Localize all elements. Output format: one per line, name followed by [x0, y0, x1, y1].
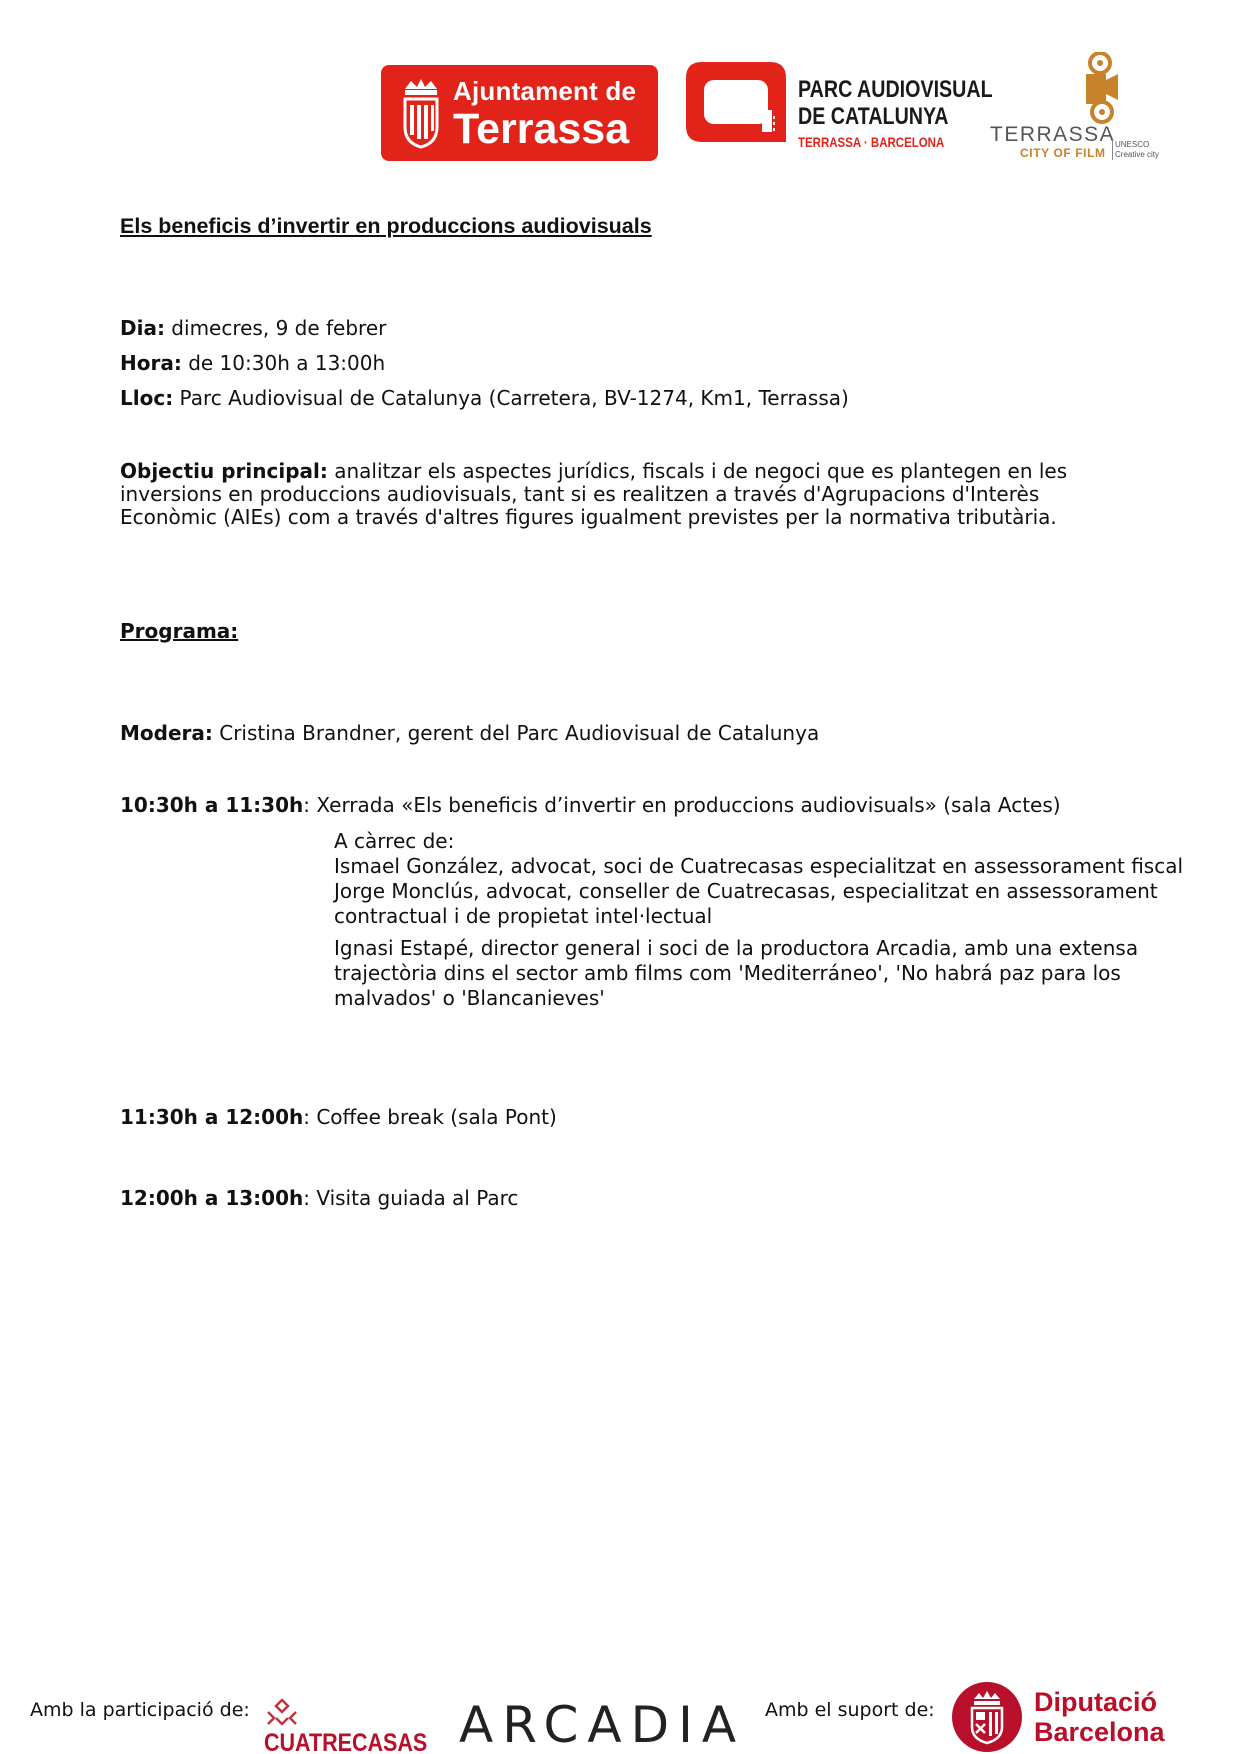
cuatrecasas-mark-icon [262, 1698, 302, 1732]
schedule-time: 11:30h a 12:00h [120, 1105, 304, 1129]
dia-field [120, 316, 386, 340]
speech-bubble-icon [682, 58, 790, 148]
parc-line1: PARC AUDIOVISUAL [798, 76, 993, 103]
objectiu-value: analitzar els aspectes jurídics, fiscals i de negoci que es plantegen en les inversions en produccions audiovisuals, tant si es realitzen a través d'Agrupacions d'Interès Econòmic (AIEs) com a través d'altres figures igualment previstes per la normativa tributària. [120, 459, 1068, 529]
terrassa-film-line1: TERRASSA [990, 123, 1116, 146]
dia-label: Dia: [120, 316, 165, 340]
parc-audiovisual-logo [682, 58, 992, 158]
diputacio-line2: Barcelona [1034, 1717, 1165, 1747]
film-reel-icon [1074, 52, 1124, 124]
schedule-time: 10:30h a 11:30h [120, 793, 304, 817]
modera-label: Modera: [120, 721, 213, 745]
hora-label: Hora: [120, 351, 182, 375]
speakers-list [334, 829, 1194, 1011]
speakers-intro: A càrrec de: [334, 829, 455, 853]
parc-line3: TERRASSA · BARCELONA [798, 134, 945, 150]
programa-heading: Programa: [120, 619, 239, 643]
modera-field [120, 721, 819, 745]
diputacio-seal-icon [950, 1681, 1024, 1753]
terrassa-city-of-film-logo [988, 52, 1163, 160]
suport-label: Amb el suport de: [765, 1699, 935, 1721]
schedule-text: : Coffee break (sala Pont) [303, 1105, 557, 1129]
parc-line2: DE CATALUNYA [798, 103, 949, 130]
schedule-text: : Xerrada «Els beneficis d’invertir en produccions audiovisuals» (sala Actes) [303, 793, 1061, 817]
lloc-value: Parc Audiovisual de Catalunya (Carretera, BV-1274, Km1, Terrassa) [173, 386, 849, 410]
ajuntament-line1: Ajuntament de [453, 76, 637, 106]
objectiu-label: Objectiu principal: [120, 459, 328, 483]
speaker-item: Jorge Monclús, advocat, conseller de Cuatrecasas, especialitzat en assessorament contractual i de propietat intel·lectual [334, 879, 1158, 928]
hora-field [120, 351, 385, 375]
schedule-item-visit [120, 1186, 518, 1210]
schedule-item-coffee [120, 1105, 557, 1129]
ajuntament-line2: Terrassa [453, 105, 630, 153]
cuatrecasas-text: CUATRECASAS [264, 1729, 428, 1754]
schedule-item-talk [120, 793, 1061, 817]
cuatrecasas-logo [262, 1698, 442, 1754]
speaker-item: Ignasi Estapé, director general i soci de la productora Arcadia, amb una extensa trajectòria dins el sector amb films com 'Mediterráneo', 'No habrá paz para los malvados' o 'Blancanieves' [334, 936, 1139, 1010]
schedule-time: 12:00h a 13:00h [120, 1186, 304, 1210]
objectiu-paragraph [120, 460, 1090, 529]
schedule-text: : Visita guiada al Parc [303, 1186, 519, 1210]
speaker-item: Ismael González, advocat, soci de Cuatrecasas especialitzat en assessorament fiscal [334, 854, 1184, 878]
arcadia-logo: ARCADIA [459, 1696, 746, 1754]
terrassa-crest-icon [397, 75, 445, 151]
terrassa-film-line2: CITY OF FILM [1020, 146, 1106, 160]
diputacio-barcelona-logo [950, 1681, 1180, 1753]
hora-value: de 10:30h a 13:00h [181, 351, 386, 375]
ajuntament-terrassa-logo [381, 65, 658, 161]
lloc-field [120, 386, 849, 410]
participacio-label: Amb la participació de: [30, 1699, 250, 1721]
diputacio-line1: Diputació [1034, 1687, 1158, 1717]
document-title: Els beneficis d’invertir en produccions audiovisuals [120, 214, 652, 238]
unesco-label: UNESCO Creative city [1112, 140, 1164, 160]
lloc-label: Lloc: [120, 386, 174, 410]
dia-value: dimecres, 9 de febrer [164, 316, 387, 340]
modera-value: Cristina Brandner, gerent del Parc Audiovisual de Catalunya [212, 721, 820, 745]
